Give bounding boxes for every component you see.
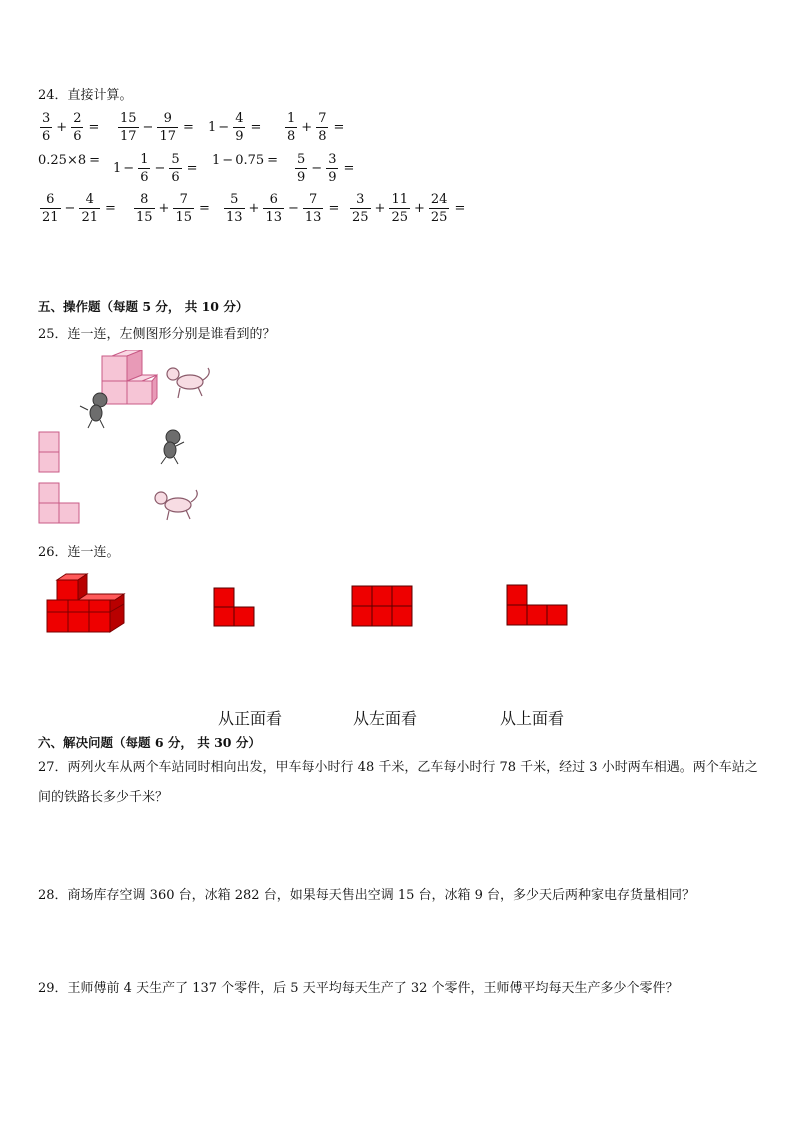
equals-sign: = [186,161,198,176]
denominator: 8 [287,129,296,144]
fraction [350,193,371,224]
denominator: 9 [328,170,337,185]
expression-r3-c1 [38,193,118,224]
numerator: 1 [287,111,296,126]
red-l-shape-view [214,588,254,626]
q28-text: 28．商场库存空调 360 台，冰箱 282 台，如果每天售出空调 15 台，冰箱 9 台，多少天后两种家电存货量相同？ [38,888,696,903]
equals-sign: = [343,161,355,176]
operator: − [311,161,323,176]
numerator: 1 [140,152,149,167]
label-left-view: 从左面看 [353,709,418,728]
operator: − [123,161,135,176]
numerator: 4 [235,111,244,126]
denominator: 25 [352,210,369,225]
equals-sign: = [88,120,100,135]
red-cube-structure [47,574,124,632]
operator: − [154,161,166,176]
operator: − [288,201,299,216]
term: 0.25×8 [38,153,87,168]
fraction [40,112,52,143]
denominator: 15 [136,210,153,225]
numerator: 6 [46,192,55,207]
term: 1 [113,161,122,176]
dog-icon-2 [155,490,197,520]
fraction [233,112,245,143]
fraction [224,193,245,224]
term: 1 [212,153,221,168]
numerator: 5 [230,192,239,207]
q25-title: 25．连一连，左侧图形分别是谁看到的？ [38,327,276,342]
denominator: 9 [235,129,244,144]
numerator: 2 [73,111,82,126]
q26-figure [40,570,600,640]
expression-r2-c3 [212,153,280,168]
fraction [316,112,328,143]
equals-sign: = [105,201,116,216]
fraction [326,153,338,184]
denominator: 6 [73,129,82,144]
fraction [134,193,155,224]
denominator: 21 [42,210,59,225]
denominator: 13 [265,210,282,225]
expression-r2-c1 [38,153,102,168]
operator: − [222,153,234,168]
red-rectangle-view [352,586,412,626]
operator: + [158,201,170,216]
fraction [389,193,410,224]
monkey-icon-2 [161,430,184,464]
fraction [138,153,150,184]
q24-title: 24．直接计算。 [38,88,133,103]
fraction [303,193,324,224]
fraction [173,193,194,224]
q27-text: 27．两列火车从两个车站同时相向出发，甲车每小时行 48 千米，乙车每小时行 78 千米，经过 3 小时两车相遇。两个车站之间的铁路长多少千米？ [38,760,758,805]
fraction [295,153,307,184]
expression-r3-c2 [132,193,212,224]
denominator: 21 [81,210,98,225]
equals-sign: = [183,120,194,135]
denominator: 25 [391,210,408,225]
denominator: 6 [42,129,51,144]
expression-r1-c4 [283,112,346,143]
term: 0.75 [235,153,265,168]
front-view-two-squares [39,432,59,472]
numerator: 5 [297,152,306,167]
numerator: 24 [430,192,448,207]
monkey-icon [80,393,107,428]
denominator: 8 [318,129,327,144]
numerator: 6 [269,192,278,207]
equals-sign: = [328,201,340,216]
section-5-heading: 五、操作题（每题 5 分， 共 10 分） [38,299,249,314]
expression-r1-c3 [208,112,263,143]
numerator: 4 [85,192,94,207]
label-top-view: 从上面看 [500,709,565,728]
numerator: 3 [328,152,337,167]
fraction [429,193,450,224]
expression-r1-c2 [116,112,196,143]
fraction [118,112,139,143]
term: 1 [208,120,217,135]
denominator: 13 [226,210,243,225]
dog-icon [167,368,209,398]
denominator: 9 [297,170,306,185]
numerator: 7 [309,192,318,207]
equals-sign: = [199,201,210,216]
label-front-view: 从正面看 [218,709,283,728]
q29-text: 29．王师傅前 4 天生产了 137 个零件，后 5 天平均每天生产了 32 个零件，王师傅平均每天生产多少个零件？ [38,981,679,996]
q25-figure [30,350,230,530]
red-long-l-view [507,585,567,625]
fraction [157,112,178,143]
equals-sign: = [250,120,262,135]
operator: + [414,201,425,216]
numerator: 8 [140,192,149,207]
expression-r1-c1 [38,112,101,143]
numerator: 3 [356,192,365,207]
operator: − [142,120,154,135]
operator: + [248,201,260,216]
denominator: 17 [159,129,176,144]
fraction [71,112,83,143]
numerator: 7 [179,192,188,207]
equals-sign: = [267,153,279,168]
section-6-heading: 六、解决问题（每题 6 分， 共 30 分） [38,735,261,750]
l-shape-view [39,483,79,523]
operator: − [218,120,230,135]
q26-title: 26．连一连。 [38,545,120,560]
numerator: 3 [42,111,51,126]
denominator: 13 [304,210,322,225]
denominator: 25 [430,210,448,225]
fraction [169,153,181,184]
equals-sign: = [89,153,101,168]
fraction [263,193,284,224]
operator: − [64,201,76,216]
numerator: 9 [163,111,172,126]
numerator: 5 [171,152,180,167]
expression-r3-c3 [222,193,341,224]
expression-r3-c4 [348,193,467,224]
expression-r2-c4 [293,153,356,184]
numerator: 11 [391,192,408,207]
equals-sign: = [454,201,466,216]
operator: + [56,120,68,135]
numerator: 7 [318,111,327,126]
operator: + [301,120,313,135]
operator: + [374,201,386,216]
denominator: 15 [175,210,192,225]
fraction [285,112,297,143]
fraction [79,193,100,224]
pink-cube-structure [102,350,157,404]
numerator: 15 [120,111,137,126]
denominator: 6 [171,170,180,185]
equals-sign: = [333,120,345,135]
denominator: 6 [140,170,149,185]
denominator: 17 [120,129,137,144]
expression-r2-c2 [113,153,200,184]
fraction [40,193,61,224]
